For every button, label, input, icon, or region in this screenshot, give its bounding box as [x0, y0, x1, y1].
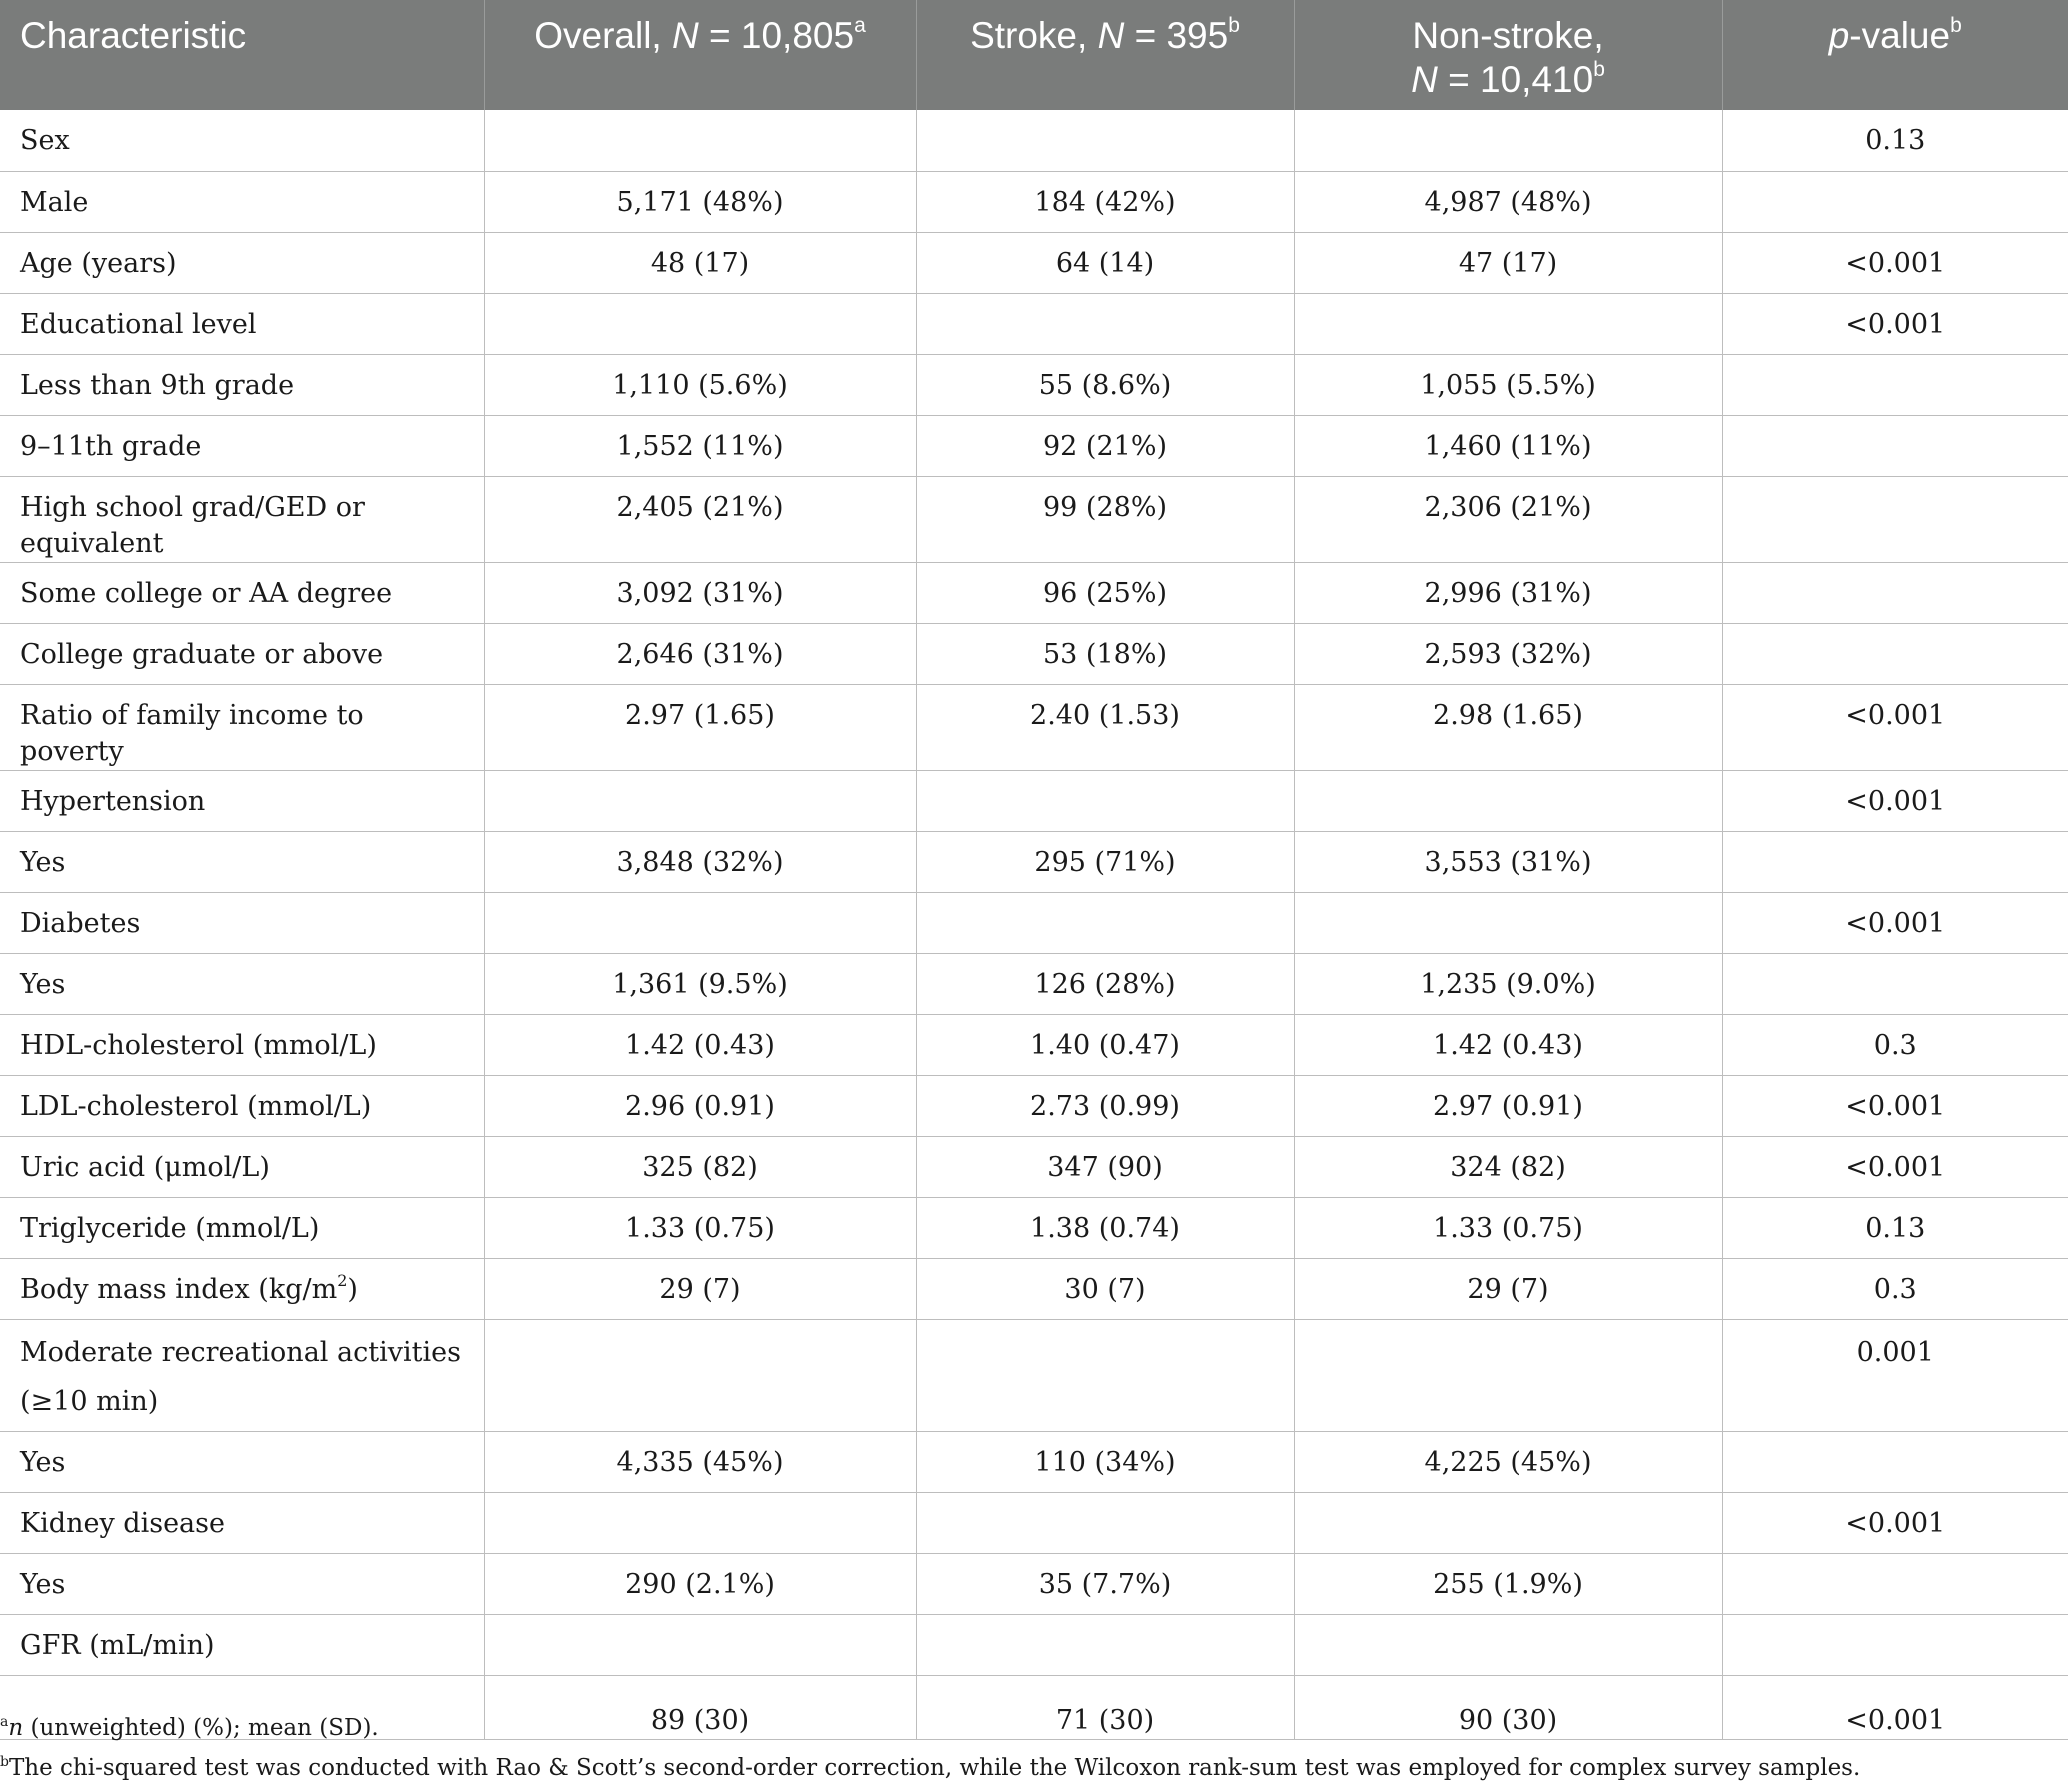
cell-stroke: 55 (8.6%) — [916, 354, 1294, 415]
cell-overall: 3,092 (31%) — [484, 562, 916, 623]
table-row — [0, 1319, 2068, 1431]
cell-nonstroke: 4,225 (45%) — [1294, 1431, 1722, 1492]
cell-p-value: <0.001 — [1722, 293, 2068, 354]
cell-characteristic: Some college or AA degree — [0, 562, 484, 623]
cell-p-value: 0.3 — [1722, 1014, 2068, 1075]
cell-p-value — [1722, 415, 2068, 476]
header-stroke: Stroke, $N = 395^b$ — [916, 0, 1294, 110]
cell-stroke: 1.38 (0.74) — [916, 1197, 1294, 1258]
cell-overall — [484, 770, 916, 831]
cell-overall: 290 (2.1%) — [484, 1553, 916, 1614]
cell-stroke — [916, 892, 1294, 953]
cell-characteristic: HDL-cholesterol (mmol/L) — [0, 1014, 484, 1075]
cell-characteristic: LDL-cholesterol (mmol/L) — [0, 1075, 484, 1136]
cell-p-value — [1722, 354, 2068, 415]
cell-nonstroke — [1294, 110, 1722, 171]
cell-p-value — [1722, 623, 2068, 684]
cell-p-value: <0.001 — [1722, 684, 2068, 770]
table-row — [0, 1492, 2068, 1553]
cell-characteristic: Uric acid (μmol/L) — [0, 1136, 484, 1197]
cell-nonstroke: 2,996 (31%) — [1294, 562, 1722, 623]
table-row — [0, 1431, 2068, 1492]
cell-stroke: 35 (7.7%) — [916, 1553, 1294, 1614]
cell-stroke — [916, 110, 1294, 171]
cell-p-value: <0.001 — [1722, 770, 2068, 831]
cell-stroke: 2.73 (0.99) — [916, 1075, 1294, 1136]
cell-characteristic: Kidney disease — [0, 1492, 484, 1553]
cell-p-value: <0.001 — [1722, 232, 2068, 293]
table-row — [0, 110, 2068, 171]
cell-p-value — [1722, 1553, 2068, 1614]
cell-nonstroke: 47 (17) — [1294, 232, 1722, 293]
cell-overall: 5,171 (48%) — [484, 171, 916, 232]
cell-overall: 89 (30) — [484, 1675, 916, 1739]
header-characteristic: Characteristic — [0, 0, 484, 110]
cell-stroke — [916, 1492, 1294, 1553]
cell-nonstroke: 29 (7) — [1294, 1258, 1722, 1319]
cell-nonstroke: 324 (82) — [1294, 1136, 1722, 1197]
header-nonstroke: Non-stroke, N = 10,410$^b$ — [1294, 0, 1722, 110]
cell-overall: 2,405 (21%) — [484, 476, 916, 562]
cell-overall: 1,110 (5.6%) — [484, 354, 916, 415]
table-row — [0, 476, 2068, 562]
table-row — [0, 1136, 2068, 1197]
cell-p-value: 0.001 — [1722, 1319, 2068, 1431]
cell-stroke: 96 (25%) — [916, 562, 1294, 623]
cell-characteristic: Yes — [0, 1431, 484, 1492]
table-row — [0, 953, 2068, 1014]
cell-characteristic: Sex — [0, 110, 484, 171]
cell-nonstroke: 90 (30) — [1294, 1675, 1722, 1739]
table-row — [0, 1014, 2068, 1075]
table-row — [0, 171, 2068, 232]
cell-p-value — [1722, 171, 2068, 232]
footnotes — [0, 1708, 2068, 1788]
cell-p-value — [1722, 953, 2068, 1014]
cell-nonstroke — [1294, 1319, 1722, 1431]
cell-overall: 3,848 (32%) — [484, 831, 916, 892]
cell-stroke: 30 (7) — [916, 1258, 1294, 1319]
table-row — [0, 1075, 2068, 1136]
cell-p-value — [1722, 1614, 2068, 1675]
cell-stroke: 347 (90) — [916, 1136, 1294, 1197]
cell-nonstroke: 255 (1.9%) — [1294, 1553, 1722, 1614]
cell-stroke: 53 (18%) — [916, 623, 1294, 684]
cell-p-value — [1722, 476, 2068, 562]
table-row — [0, 1258, 2068, 1319]
cell-stroke: 1.40 (0.47) — [916, 1014, 1294, 1075]
cell-nonstroke: 1.42 (0.43) — [1294, 1014, 1722, 1075]
cell-overall: 2.97 (1.65) — [484, 684, 916, 770]
cell-overall: 1,552 (11%) — [484, 415, 916, 476]
cell-p-value: <0.001 — [1722, 1492, 2068, 1553]
table-row — [0, 354, 2068, 415]
cell-characteristic: GFR (mL/min) — [0, 1614, 484, 1675]
table-row — [0, 1553, 2068, 1614]
header-p-value: p-value$^b$ — [1722, 0, 2068, 110]
cell-characteristic: Body mass index $(kg/m^2)$ — [0, 1258, 484, 1319]
cell-overall: 1,361 (9.5%) — [484, 953, 916, 1014]
table-row — [0, 1614, 2068, 1675]
cell-overall: 29 (7) — [484, 1258, 916, 1319]
cell-p-value: <0.001 — [1722, 1675, 2068, 1739]
cell-overall: 4,335 (45%) — [484, 1431, 916, 1492]
cell-characteristic: Diabetes — [0, 892, 484, 953]
cell-characteristic: Moderate recreational activities (≥10 min) — [0, 1319, 484, 1431]
cell-overall: 1.42 (0.43) — [484, 1014, 916, 1075]
cell-stroke: 110 (34%) — [916, 1431, 1294, 1492]
cell-stroke: 126 (28%) — [916, 953, 1294, 1014]
table-row — [0, 623, 2068, 684]
cell-stroke: 92 (21%) — [916, 415, 1294, 476]
cell-overall: 2,646 (31%) — [484, 623, 916, 684]
table-row — [0, 684, 2068, 770]
cell-characteristic: Yes — [0, 953, 484, 1014]
cell-p-value: <0.001 — [1722, 1075, 2068, 1136]
cell-stroke: 64 (14) — [916, 232, 1294, 293]
cell-stroke: 99 (28%) — [916, 476, 1294, 562]
cell-nonstroke — [1294, 1492, 1722, 1553]
cell-stroke: 71 (30) — [916, 1675, 1294, 1739]
cell-stroke — [916, 1614, 1294, 1675]
table-row — [0, 415, 2068, 476]
cell-overall: 325 (82) — [484, 1136, 916, 1197]
table-body — [0, 110, 2068, 1739]
cell-nonstroke: 2,306 (21%) — [1294, 476, 1722, 562]
header-overall: Overall, N = 10,805$^a$ — [484, 0, 916, 110]
table-row — [0, 1197, 2068, 1258]
cell-stroke — [916, 293, 1294, 354]
table-row — [0, 293, 2068, 354]
cell-stroke — [916, 770, 1294, 831]
cell-p-value — [1722, 831, 2068, 892]
cell-overall: 1.33 (0.75) — [484, 1197, 916, 1258]
cell-stroke: 295 (71%) — [916, 831, 1294, 892]
footnote-b: $^b$The chi-squared test was conducted with Rao & Scott’s second-order correction, while the Wilcoxon rank-sum test was employed for complex survey samples. — [0, 1754, 1861, 1781]
cell-characteristic: Hypertension — [0, 770, 484, 831]
footnote-a: $^a$n (unweighted) (%); mean (SD). — [0, 1714, 379, 1741]
cell-p-value — [1722, 1431, 2068, 1492]
cell-nonstroke — [1294, 770, 1722, 831]
cell-nonstroke — [1294, 293, 1722, 354]
cell-stroke — [916, 1319, 1294, 1431]
table-row — [0, 562, 2068, 623]
cell-nonstroke — [1294, 1614, 1722, 1675]
cell-characteristic: College graduate or above — [0, 623, 484, 684]
cell-characteristic: Ratio of family income to poverty — [0, 684, 484, 770]
cell-nonstroke: 3,553 (31%) — [1294, 831, 1722, 892]
cell-overall — [484, 110, 916, 171]
cell-p-value: 0.3 — [1722, 1258, 2068, 1319]
cell-characteristic: High school grad/GED or equivalent — [0, 476, 484, 562]
table-row — [0, 831, 2068, 892]
cell-characteristic: Yes — [0, 831, 484, 892]
cell-characteristic: Age (years) — [0, 232, 484, 293]
cell-characteristic: Less than 9th grade — [0, 354, 484, 415]
cell-overall: 2.96 (0.91) — [484, 1075, 916, 1136]
cell-characteristic: 9–11th grade — [0, 415, 484, 476]
cell-overall — [484, 892, 916, 953]
cell-nonstroke: 1,235 (9.0%) — [1294, 953, 1722, 1014]
table-row — [0, 770, 2068, 831]
cell-overall — [484, 1492, 916, 1553]
cell-p-value: 0.13 — [1722, 1197, 2068, 1258]
cell-nonstroke: 2,593 (32%) — [1294, 623, 1722, 684]
cell-nonstroke: 1,460 (11%) — [1294, 415, 1722, 476]
cell-p-value — [1722, 562, 2068, 623]
cell-nonstroke: 2.97 (0.91) — [1294, 1075, 1722, 1136]
cell-nonstroke: 4,987 (48%) — [1294, 171, 1722, 232]
cell-stroke: 184 (42%) — [916, 171, 1294, 232]
cell-overall — [484, 1614, 916, 1675]
cell-characteristic: Male — [0, 171, 484, 232]
cell-characteristic: Yes — [0, 1553, 484, 1614]
cell-stroke: 2.40 (1.53) — [916, 684, 1294, 770]
cell-overall: 48 (17) — [484, 232, 916, 293]
cell-characteristic: Educational level — [0, 293, 484, 354]
table-header-row — [0, 0, 2068, 110]
cell-overall — [484, 293, 916, 354]
cell-nonstroke: 2.98 (1.65) — [1294, 684, 1722, 770]
table-row — [0, 892, 2068, 953]
cell-characteristic: Triglyceride (mmol/L) — [0, 1197, 484, 1258]
cell-nonstroke: 1.33 (0.75) — [1294, 1197, 1722, 1258]
cell-p-value: <0.001 — [1722, 892, 2068, 953]
cell-overall — [484, 1319, 916, 1431]
cell-p-value: 0.13 — [1722, 110, 2068, 171]
cell-nonstroke: 1,055 (5.5%) — [1294, 354, 1722, 415]
cell-nonstroke — [1294, 892, 1722, 953]
table-row — [0, 232, 2068, 293]
cell-p-value: <0.001 — [1722, 1136, 2068, 1197]
